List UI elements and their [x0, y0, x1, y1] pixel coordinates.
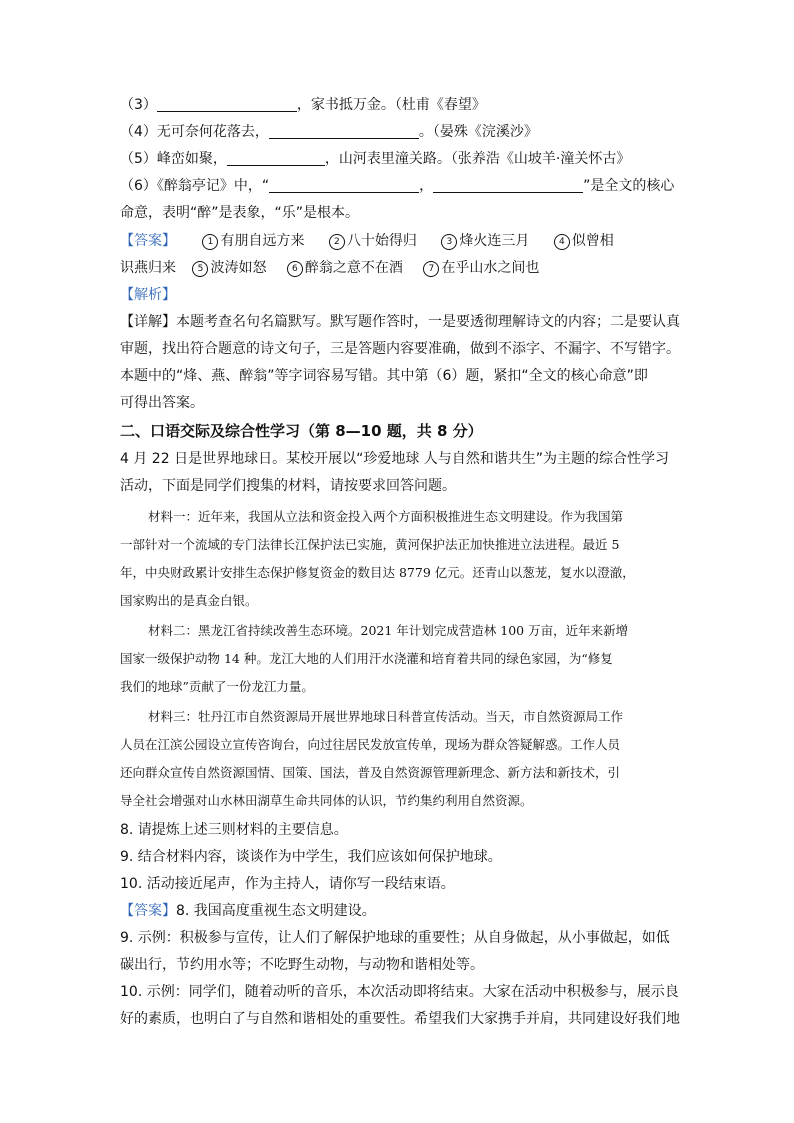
- answer-text: 9. 示例：积极参与宣传，让人们了解保护地球的重要性；从自身做起，从小事做起，如低: [120, 930, 670, 946]
- material-text: 还向群众宣传自然资源国情、国策、国法，普及自然资源管理新理念、新方法和新技术，引: [120, 765, 621, 780]
- answer-item: 八十始得归: [346, 233, 417, 249]
- answer-line-1: [120, 231, 614, 251]
- poem-text: （4）无可奈何花落去，: [120, 124, 269, 140]
- answer-item: 烽火连三月: [459, 233, 530, 249]
- poem-text: （6）《醉翁亭记》中，“: [120, 178, 270, 194]
- poem-source: ，山河表里潼关路。（张养浩《山坡羊·潼关怀古》: [324, 151, 631, 167]
- poem-question-5: [120, 149, 630, 169]
- question-text: 10. 活动接近尾声，作为主持人，请你写一段结束语。: [120, 876, 455, 892]
- section-heading: 二、口语交际及综合性学习（第 8—10 题，共 8 分）: [120, 422, 483, 440]
- answer-line: [120, 901, 376, 921]
- circled-number: 7: [423, 261, 439, 277]
- answer-text: 好的素质，也明白了与自然和谐相处的重要性。希望我们大家携手并肩，共同建设好我们地: [120, 1011, 680, 1027]
- material-text: 一部针对一个流域的专门法律长江保护法已实施，黄河保护法正加快推进立法进程。最近 5: [120, 537, 620, 552]
- answer-text: 8. 我国高度重视生态文明建设。: [176, 903, 376, 919]
- poem-source: （杜甫《春望》: [394, 97, 486, 113]
- circled-number: 2: [329, 234, 345, 250]
- material-text: 材料一：近年来，我国从立法和资金投入两个方面积极推进生态文明建设。作为我国第: [148, 509, 624, 524]
- question-text: 8. 请提炼上述三则材料的主要信息。: [120, 822, 348, 838]
- answer-blank[interactable]: [269, 123, 419, 139]
- circled-number: 4: [554, 234, 570, 250]
- answer-blank[interactable]: [157, 96, 297, 112]
- material-text: 材料二：黑龙江省持续改善生态环境。2021 年计划完成营造林 100 万亩，近年来新增: [148, 623, 629, 638]
- answer-blank[interactable]: [269, 177, 419, 193]
- material-text: 人员在江滨公园设立宣传咨询台，向过往居民发放宣传单，现场为群众答疑解惑。工作人员: [120, 737, 621, 752]
- analysis-text: 审题，找出符合题意的诗文句子，三是答题内容要准确，做到不添字、不漏字、不写错字。: [120, 341, 680, 357]
- poem-text: ，家书抵万金。: [296, 97, 395, 113]
- poem-question-6: [120, 176, 674, 196]
- answer-item: 识燕归来: [120, 260, 176, 276]
- answer-item: 有朋自远方来: [220, 233, 305, 249]
- answer-item: 在乎山水之间也: [441, 260, 540, 276]
- poem-question-4: [120, 122, 538, 142]
- material-text: 国家一级保护动物 14 种。龙江大地的人们用汗水浇灌和培育着共同的绿色家园，为“修复: [120, 651, 613, 666]
- section-intro: 活动，下面是同学们搜集的材料，请按要求回答问题。: [120, 478, 456, 494]
- analysis-text: 本题中的“烽、燕、醉翁”等字词容易写错。其中第（6）题，紧扣“全文的核心命意”即: [120, 368, 648, 384]
- answer-line-2: [120, 258, 539, 278]
- poem-text: ”是全文的核心: [583, 178, 675, 194]
- answer-item: 醉翁之意不在酒: [304, 260, 403, 276]
- answer-blank[interactable]: [227, 150, 325, 166]
- poem-question-3: [120, 95, 486, 115]
- analysis-text: 【详解】本题考查名句名篇默写。默写题作答时，一是要透彻理解诗文的内容；二是要认真: [120, 314, 680, 330]
- answer-item: 波涛如怒: [210, 260, 267, 276]
- section-intro: 4 月 22 日是世界地球日。某校开展以“珍爱地球 人与自然和谐共生”为主题的综合性学习: [120, 451, 670, 467]
- circled-number: 3: [441, 234, 457, 250]
- material-text: 导全社会增强对山水林田湖草生命共同体的认识，节约集约利用自然资源。: [120, 793, 533, 808]
- circled-number: 5: [192, 261, 208, 277]
- material-text: 材料三：牡丹江市自然资源局开展世界地球日科普宣传活动。当天，市自然资源局工作: [148, 709, 624, 724]
- answer-text: 10. 示例：同学们，随着动听的音乐，本次活动即将结束。大家在活动中积极参与，展示良: [120, 984, 679, 1000]
- answer-text: 碳出行，节约用水等；不吃野生动物，与动物和谐相处等。: [120, 957, 484, 973]
- answer-item: 似曾相: [571, 233, 614, 249]
- question-number: （3）: [120, 97, 157, 113]
- circled-number: 6: [287, 261, 303, 277]
- material-text: 年，中央财政累计安排生态保护修复资金的数目达 8779 亿元。还青山以葱茏，复水以澄澈，: [120, 565, 635, 580]
- analysis-text: 可得出答案。: [120, 395, 204, 411]
- material-text: 国家购出的是真金白银。: [120, 593, 258, 608]
- poem-source: 。（晏殊《浣溪沙》: [418, 124, 538, 140]
- analysis-tag: 【解析】: [120, 287, 176, 303]
- poem-question-6-cont: 命意，表明“醉”是表象，“乐”是根本。: [120, 205, 360, 221]
- answer-tag: 【答案】: [120, 233, 176, 249]
- circled-number: 1: [202, 234, 218, 250]
- poem-text: ，: [419, 178, 434, 194]
- poem-text: （5）峰峦如聚，: [120, 151, 227, 167]
- question-text: 9. 结合材料内容，谈谈作为中学生，我们应该如何保护地球。: [120, 849, 502, 865]
- material-text: 我们的地球”贡献了一份龙江力量。: [120, 679, 314, 694]
- answer-blank[interactable]: [433, 177, 583, 193]
- answer-tag: 【答案】: [120, 903, 176, 919]
